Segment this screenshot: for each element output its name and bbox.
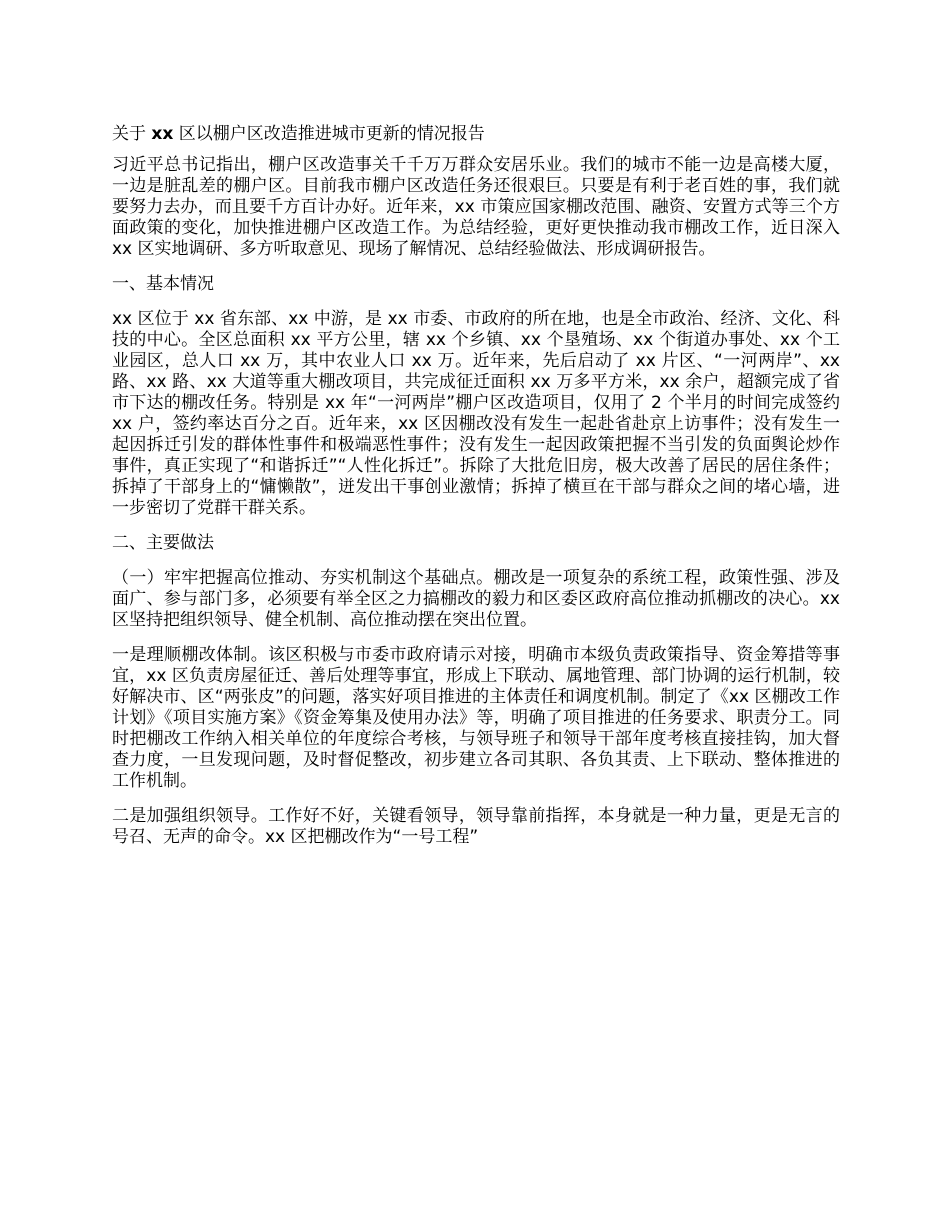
practice-paragraph-3: 二是加强组织领导。工作好不好，关键看领导，领导靠前指挥，本身就是一种力量，更是无言的号召、无声的命令。xx 区把棚改作为“一号工程” xyxy=(112,806,840,847)
section-heading-main-practices: 二、主要做法 xyxy=(112,533,214,553)
practice-paragraph-1: （一）牢牢把握高位推动、夯实机制这个基础点。棚改是一项复杂的系统工程，政策性强、涉及面广、参与部门多，必须要有举全区之力搞棚改的毅力和区委区政府高位推动抓棚改的决心。xx 区坚持把组织领导、健全机制、高位推动摆在突出位置。 xyxy=(112,568,840,630)
basic-situation-paragraph: xx 区位于 xx 省东部、xx 中游，是 xx 市委、市政府的所在地，也是全市政治、经济、文化、科技的中心。全区总面积 xx 平方公里，辖 xx 个乡镇、xx 个垦殖场、xx 个街道办事处、xx 个工业园区，总人口 xx 万，其中农业人口 xx 万。近年来，先后启动了 xx 片区、“一河两岸”、xx 路、xx 路、xx 大道等重大棚改项目，共完成征迁面积 xx 万多平方米，xx 余户，超额完成了省市下达的棚改任务。特别是 xx 年“一河两岸”棚户区改造项目，仅用了 2 个半月的时间完成签约 xx 户，签约率达百分之百。近年来，xx 区因棚改没有发生一起赴省赴京上访事件；没有发生一起因拆迁引发的群体性事件和极端恶性事件；没有发生一起因政策把握不当引发的负面舆论炒作事件，真正实现了“和谐拆迁”“人性化拆迁”。拆除了大批危旧房，极大改善了居民的居住条件；拆掉了干部身上的“慵懒散”，迸发出干事创业激情；拆掉了横亘在干部与群众之间的堵心墙，进一步密切了党群干群关系。 xyxy=(112,309,840,518)
section-heading-basic-situation: 一、基本情况 xyxy=(112,274,214,294)
title-prefix: 关于 xyxy=(112,124,152,144)
intro-paragraph: 习近平总书记指出，棚户区改造事关千千万万群众安居乐业。我们的城市不能一边是高楼大厦，一边是脏乱差的棚户区。目前我市棚户区改造任务还很艰巨。只要是有利于老百姓的事，我们就要努力去办，而且要千方百计办好。近年来，xx 市策应国家棚改范围、融资、安置方式等三个方面政策的变化，加快推进棚户区改造工作。为总结经验，更好更快推动我市棚改工作，近日深入 xx 区实地调研、多方听取意见、现场了解情况、总结经验做法、形成调研报告。 xyxy=(112,155,840,259)
title-suffix: 区以棚户区改造推进城市更新的情况报告 xyxy=(173,124,485,144)
document-title xyxy=(112,124,840,145)
document-page xyxy=(112,124,840,862)
title-bold-xx: xx xyxy=(151,124,174,144)
practice-paragraph-2: 一是理顺棚改体制。该区积极与市委市政府请示对接，明确市本级负责政策指导、资金筹措等事宜，xx 区负责房屋征迁、善后处理等事宜，形成上下联动、属地管理、部门协调的运行机制，较好解决市、区“两张皮”的问题，落实好项目推进的主体责任和调度机制。制定了《xx 区棚改工作计划》《项目实施方案》《资金筹集及使用办法》等，明确了项目推进的任务要求、职责分工。同时把棚改工作纳入相关单位的年度综合考核，与领导班子和领导干部年度考核直接挂钩，加大督查力度，一旦发现问题，及时督促整改，初步建立各司其职、各负其责、上下联动、整体推进的工作机制。 xyxy=(112,645,840,791)
